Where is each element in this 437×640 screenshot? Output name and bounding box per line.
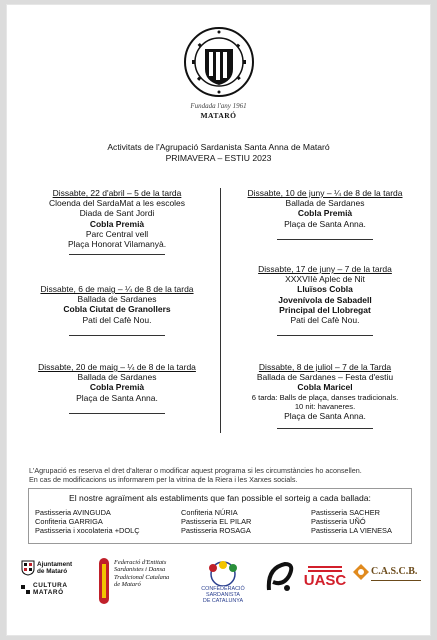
event-place: Parc Central vell <box>85 228 149 239</box>
shop-item: Pastisseria i xocolateria +DOLÇ <box>35 526 140 536</box>
shop-item: Confiteria GARRIGA <box>35 517 103 527</box>
event-separator <box>69 413 165 414</box>
uasc-text: UASC <box>303 572 347 589</box>
event-cobla: Cobla Premià <box>297 208 353 219</box>
column-divider <box>220 188 221 433</box>
event-card <box>225 264 425 336</box>
thanks-box <box>28 488 412 544</box>
notice-line: L'Agrupació es reserva el dret d'alterar o modificar aquest programa si les circumstàncies ho aconsellen. <box>29 466 362 475</box>
event-note: 6 tarda: Balls de plaça, danses tradicionals. <box>251 392 399 402</box>
shop-item: Pastisseria SACHER <box>311 508 380 517</box>
confederacio-text: CONFEDERACIÓ <box>201 586 245 592</box>
federacio-emblem-icon <box>97 558 111 604</box>
thanks-title: El nostre agraïment als establiments que fan possible el sorteig a cada ballada: <box>69 493 371 503</box>
event-line: Cloenda del SardaMat a les escoles <box>48 198 186 209</box>
sponsors-row <box>21 556 418 612</box>
shops-grid <box>35 508 405 536</box>
event-cobla: Cobla Premià <box>89 382 145 393</box>
cultura-mark-icon <box>21 585 30 594</box>
shop-item: Pastisseria LA VIENESA <box>311 526 392 536</box>
event-cobla: Cobla Premià <box>89 218 145 229</box>
event-line: Diada de Sant Jordi <box>79 208 155 219</box>
event-place: Pati del Cafè Nou. <box>290 315 360 326</box>
event-date: Dissabte, 17 de juny – 7 de la tarda <box>258 264 392 274</box>
event-date: Dissabte, 22 d'abril – 5 de la tarda <box>52 188 182 198</box>
agrupacio-logo-icon <box>182 25 256 99</box>
shop-item: Confiteria NÚRIA <box>181 508 238 517</box>
event-date: Dissabte, 10 de juny – ¼ de 8 de la tarda <box>247 188 403 198</box>
event-separator <box>69 254 165 255</box>
cascb-mark-icon <box>353 564 369 580</box>
ajuntament-text: de Mataró <box>37 568 68 576</box>
shop-item: Pastisseria UÑÓ <box>311 517 366 527</box>
event-place: Plaça de Santa Anna. <box>76 392 158 403</box>
event-card <box>17 284 217 336</box>
event-separator <box>277 428 373 429</box>
event-place: Plaça de Santa Anna. <box>284 218 366 229</box>
event-place: Plaça Honorat Vilamanyà. <box>67 239 167 250</box>
event-card <box>17 188 217 255</box>
founded-text: Fundada l'any 1961 <box>190 102 247 110</box>
swirl-logo-icon <box>265 560 295 594</box>
event-separator <box>277 239 373 240</box>
shop-item: Pastisseria EL PILAR <box>181 517 252 527</box>
event-date: Dissabte, 20 de maig – ¼ de 8 de la tarda <box>38 362 196 372</box>
confederacio-text: DE CATALUNYA <box>202 598 244 605</box>
event-line: Ballada de Sardanes <box>77 294 157 305</box>
event-line: Ballada de Sardanes <box>77 372 157 383</box>
cultura-text: CULTURA MATARÓ <box>33 582 68 597</box>
event-date: Dissabte, 8 de juliol – 7 de la Tarda <box>258 362 392 372</box>
header <box>7 25 430 120</box>
swirl-logo <box>265 560 295 594</box>
federacio-text: Tradicional Catalana <box>114 573 170 581</box>
cascb-text: C.A.S.C.B. <box>371 566 418 577</box>
confederacio-dancers-icon <box>196 558 250 586</box>
event-cobla: Principal del Llobregat <box>279 304 371 315</box>
event-date: Dissabte, 6 de maig – ¼ de 8 de la tarda <box>40 284 194 294</box>
intro-season: PRIMAVERA – ESTIU 2023 <box>165 153 272 163</box>
event-line: Ballada de Sardanes – Festa d'estiu <box>256 372 394 383</box>
event-line: Ballada de Sardanes <box>285 198 365 209</box>
notice <box>29 466 420 484</box>
federacio-text: de Mataró <box>114 581 141 589</box>
federacio-text: Sardanistes i Dansa <box>114 566 166 574</box>
event-note: 10 nit: havaneres. <box>294 401 356 411</box>
confederacio-text: SARDANISTA <box>205 592 241 599</box>
event-place: Pati del Cafè Nou. <box>82 314 152 325</box>
intro-title: Activitats de l'Agrupació Sardanista Santa Anna de Mataró <box>107 142 330 152</box>
event-line: XXXVIIè Aplec de Nit <box>285 274 365 285</box>
notice-line: En cas de modificacions us informarem per la vitrina de la Riera i les Xarxes socials. <box>29 475 298 484</box>
ajuntament-text: Ajuntament <box>37 561 73 568</box>
shop-item: Pastisseria AVINGUDA <box>35 508 111 517</box>
federacio-text: Federació d'Entitats <box>114 559 167 566</box>
ajuntament-shield-icon <box>21 560 35 576</box>
event-cobla: Cobla Ciutat de Granollers <box>63 304 171 315</box>
event-card <box>225 362 425 429</box>
uasc-logo <box>303 566 347 589</box>
city-text: MATARÓ <box>200 111 237 120</box>
event-separator <box>277 335 373 336</box>
event-separator <box>69 335 165 336</box>
event-place: Plaça de Santa Anna. <box>284 410 366 421</box>
event-card <box>225 188 425 240</box>
event-cobla: Jovenívola de Sabadell <box>278 294 372 305</box>
event-cobla: Lluïsos Cobla <box>297 284 353 295</box>
event-card <box>17 362 217 414</box>
shop-item: Pastisseria ROSAGA <box>181 526 251 536</box>
confederacio-logo <box>187 558 259 605</box>
event-cobla: Cobla Maricel <box>297 382 353 393</box>
intro <box>7 142 430 164</box>
program-page <box>6 4 431 636</box>
